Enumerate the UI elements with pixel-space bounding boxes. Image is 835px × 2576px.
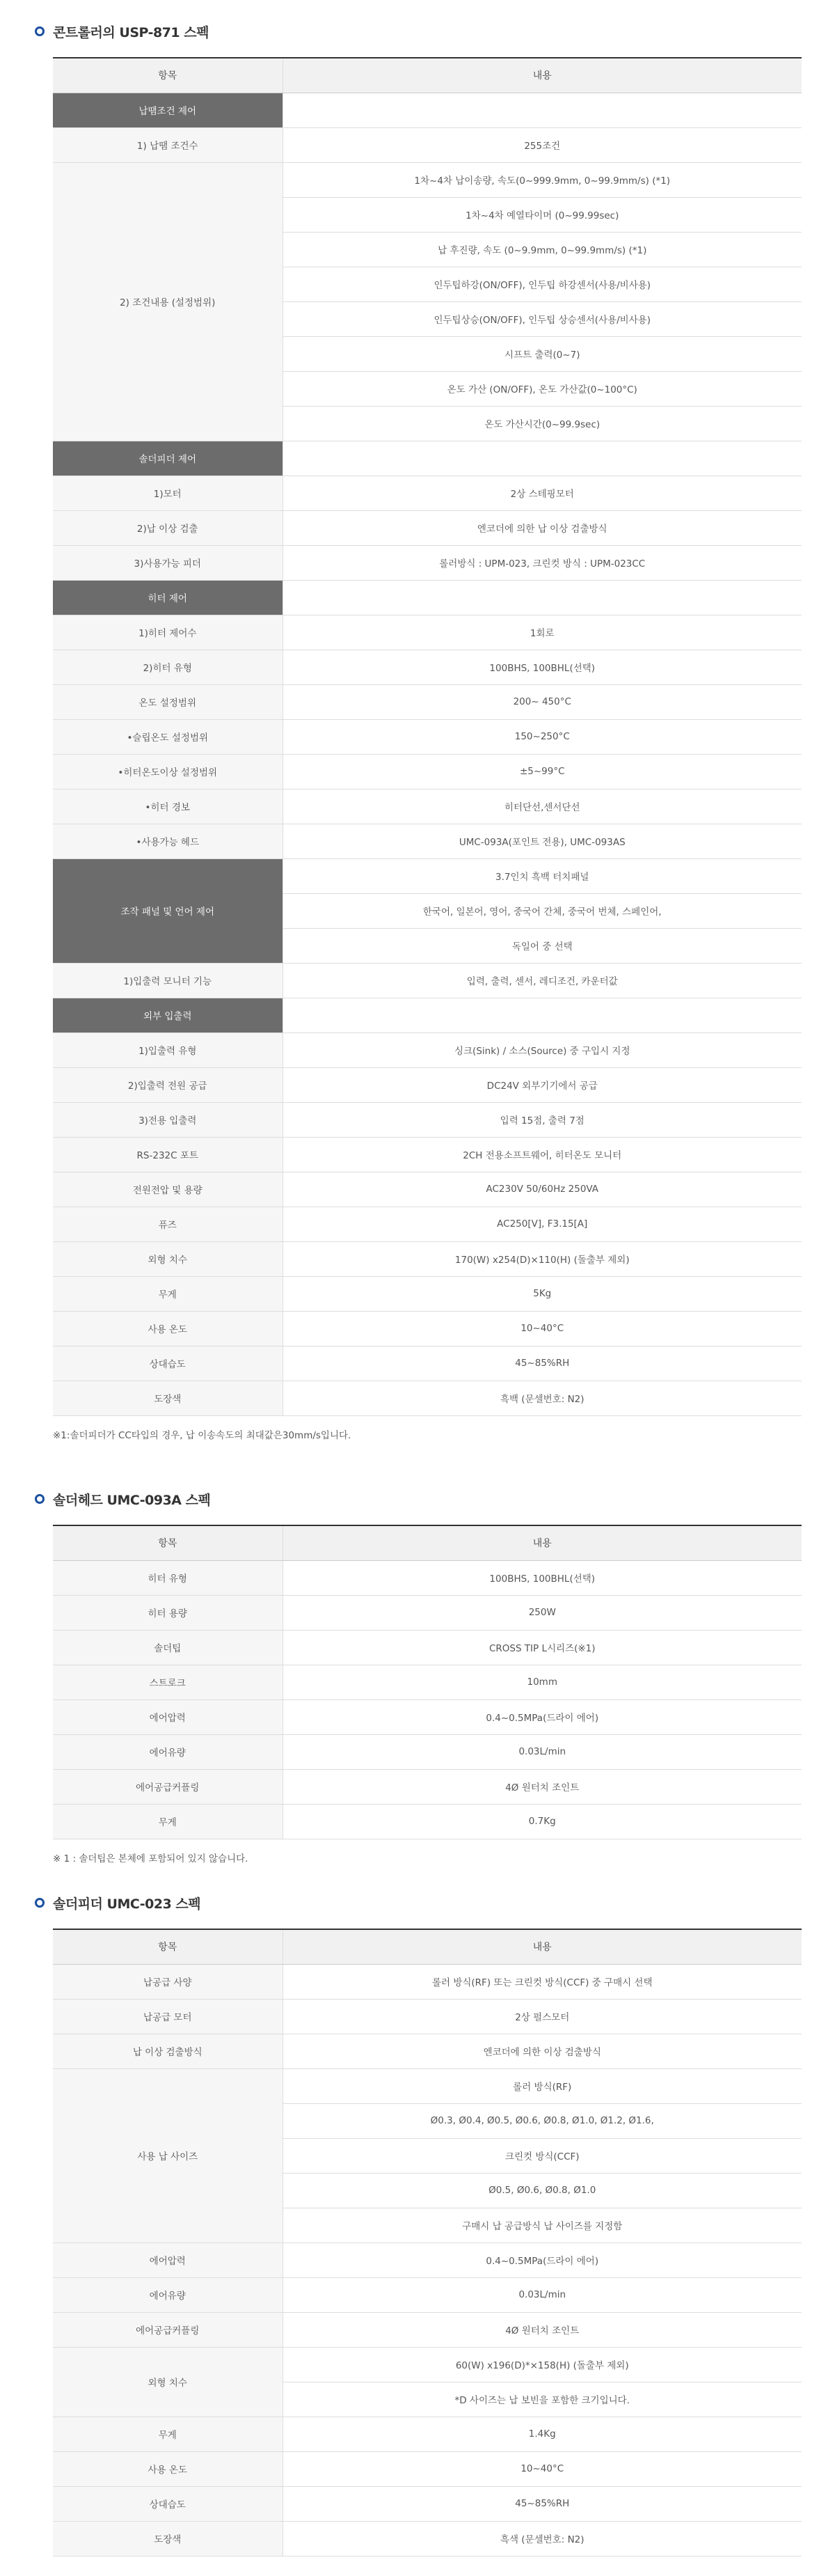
item-value: 4Ø 원터치 조인트 bbox=[283, 2312, 802, 2347]
table-row bbox=[53, 1102, 802, 1137]
table-row bbox=[53, 476, 802, 510]
item-label: 에어압력 bbox=[53, 2243, 283, 2277]
header-item: 항목 bbox=[53, 58, 283, 93]
item-value: 255조건 bbox=[283, 127, 802, 162]
item-value: DC24V 외부기기에서 공급 bbox=[283, 1067, 802, 1102]
item-value: 3.7인치 흑백 터치패널 bbox=[283, 858, 802, 893]
table-row bbox=[53, 162, 802, 197]
item-value: 입력 15점, 출력 7점 bbox=[283, 1102, 802, 1137]
table-row bbox=[53, 1665, 802, 1699]
item-value: 1회로 bbox=[283, 615, 802, 650]
table-row bbox=[53, 2034, 802, 2068]
table-row bbox=[53, 441, 802, 476]
table-row bbox=[53, 719, 802, 754]
item-value: *D 사이즈는 납 보빈을 포함한 크기입니다. bbox=[283, 2382, 802, 2417]
header-content: 내용 bbox=[283, 1525, 802, 1560]
item-label: 3)사용가능 피더 bbox=[53, 545, 283, 580]
item-value: 1.4Kg bbox=[283, 2417, 802, 2451]
item-value: 히터단선,센서단선 bbox=[283, 789, 802, 824]
item-value: 100BHS, 100BHL(선택) bbox=[283, 1560, 802, 1595]
item-value: 10~40°C bbox=[283, 2451, 802, 2486]
table-row bbox=[53, 1137, 802, 1172]
item-value: 롤러 방식(RF) bbox=[283, 2068, 802, 2103]
table-row bbox=[53, 2312, 802, 2347]
table-row bbox=[53, 1311, 802, 1346]
table-row bbox=[53, 1804, 802, 1839]
item-value: UMC-093A(포인트 전용), UMC-093AS bbox=[283, 824, 802, 858]
item-label: 온도 설정범위 bbox=[53, 684, 283, 719]
table-row bbox=[53, 1999, 802, 2034]
item-value: 독일어 중 선택 bbox=[283, 928, 802, 963]
item-label: 도장색 bbox=[53, 1381, 283, 1415]
table-row bbox=[53, 1630, 802, 1665]
item-label: 무게 bbox=[53, 1804, 283, 1839]
table-row bbox=[53, 2417, 802, 2451]
spec-section-umc023 bbox=[33, 1892, 802, 2557]
item-value: 크린컷 방식(CCF) bbox=[283, 2138, 802, 2173]
item-value bbox=[283, 998, 802, 1032]
item-value: 엔코더에 의한 이상 검출방식 bbox=[283, 2034, 802, 2068]
item-value: 흑색 (문셀번호: N2) bbox=[283, 2521, 802, 2556]
section-title bbox=[33, 21, 802, 42]
item-label: 상대습도 bbox=[53, 1346, 283, 1381]
table-row bbox=[53, 2277, 802, 2312]
section-title-text: 솔더헤드 UMC-093A 스펙 bbox=[53, 1492, 211, 1508]
item-value: 0.03L/min bbox=[283, 2277, 802, 2312]
circle-bullet-icon bbox=[35, 26, 45, 36]
table-header-row bbox=[53, 1929, 802, 1964]
item-label: 에어압력 bbox=[53, 1699, 283, 1734]
item-label: 1) 납땜 조건수 bbox=[53, 127, 283, 162]
item-label: 무게 bbox=[53, 2417, 283, 2451]
item-label: •히터온도이상 설정범위 bbox=[53, 754, 283, 789]
item-value: 45~85%RH bbox=[283, 2486, 802, 2521]
item-label: •히터 경보 bbox=[53, 789, 283, 824]
table-row bbox=[53, 1734, 802, 1769]
item-value: 0.4~0.5MPa(드라이 에어) bbox=[283, 1699, 802, 1734]
item-label: 1)입출력 모니터 기능 bbox=[53, 963, 283, 998]
spec-section-umc093a bbox=[33, 1489, 802, 1864]
section-title-text: 콘트롤러의 USP-871 스펙 bbox=[53, 24, 209, 40]
table-row bbox=[53, 858, 802, 893]
item-label: 히터 유형 bbox=[53, 1560, 283, 1595]
table-row bbox=[53, 1032, 802, 1067]
item-label: 2) 조건내용 (설정범위) bbox=[53, 162, 283, 441]
spec-table bbox=[53, 57, 802, 1416]
table-row bbox=[53, 684, 802, 719]
footnote: ※1:솔더피더가 CC타입의 경우, 납 이송속도의 최대값은30mm/s입니다. bbox=[53, 1429, 351, 1441]
item-value: 입력, 출력, 센서, 레디조건, 카운터값 bbox=[283, 963, 802, 998]
table-row bbox=[53, 2347, 802, 2382]
item-label: 2)납 이상 검출 bbox=[53, 510, 283, 545]
table-row bbox=[53, 2486, 802, 2521]
item-value: 인두팁하강(ON/OFF), 인두팁 하강센서(사용/비사용) bbox=[283, 267, 802, 301]
table-row bbox=[53, 510, 802, 545]
table-row bbox=[53, 1560, 802, 1595]
item-label: 도장색 bbox=[53, 2521, 283, 2556]
item-value: 싱크(Sink) / 소스(Source) 중 구입시 지정 bbox=[283, 1032, 802, 1067]
item-label: 전원전압 및 용량 bbox=[53, 1172, 283, 1207]
table-row bbox=[53, 650, 802, 684]
item-value: Ø0.3, Ø0.4, Ø0.5, Ø0.6, Ø0.8, Ø1.0, Ø1.2, Ø1.6, bbox=[283, 2103, 802, 2138]
table-row bbox=[53, 1172, 802, 1207]
table-row bbox=[53, 998, 802, 1032]
table-row bbox=[53, 1067, 802, 1102]
item-value: 150~250°C bbox=[283, 719, 802, 754]
item-label: 에어유량 bbox=[53, 2277, 283, 2312]
header-content: 내용 bbox=[283, 58, 802, 93]
table-row bbox=[53, 93, 802, 127]
item-value: 엔코더에 의한 납 이상 검출방식 bbox=[283, 510, 802, 545]
table-row bbox=[53, 127, 802, 162]
table-row bbox=[53, 545, 802, 580]
item-value bbox=[283, 580, 802, 615]
item-value: 인두팁상승(ON/OFF), 인두팁 상승센서(사용/비사용) bbox=[283, 301, 802, 336]
item-label: 납 이상 검출방식 bbox=[53, 2034, 283, 2068]
item-value: CROSS TIP L시리즈(※1) bbox=[283, 1630, 802, 1665]
table-header-row bbox=[53, 58, 802, 93]
table-row bbox=[53, 2521, 802, 2556]
item-value: AC230V 50/60Hz 250VA bbox=[283, 1172, 802, 1207]
item-label: 1)히터 제어수 bbox=[53, 615, 283, 650]
item-value bbox=[283, 441, 802, 476]
section-title bbox=[33, 1892, 802, 1913]
circle-bullet-icon bbox=[35, 1898, 45, 1908]
item-value: 5Kg bbox=[283, 1276, 802, 1311]
item-value: 온도 가산 (ON/OFF), 온도 가산값(0~100°C) bbox=[283, 371, 802, 406]
item-label: 에어유량 bbox=[53, 1734, 283, 1769]
item-value: 한국어, 일본어, 영어, 중국어 간체, 중국어 번체, 스페인어, bbox=[283, 893, 802, 928]
category-cell: 조작 패널 및 언어 제어 bbox=[53, 858, 283, 963]
item-value: ±5~99°C bbox=[283, 754, 802, 789]
item-value: 10mm bbox=[283, 1665, 802, 1699]
item-value: Ø0.5, Ø0.6, Ø0.8, Ø1.0 bbox=[283, 2173, 802, 2208]
item-value: 롤러방식 : UPM-023, 크린컷 방식 : UPM-023CC bbox=[283, 545, 802, 580]
item-value: 0.03L/min bbox=[283, 1734, 802, 1769]
item-label: 에어공급커플링 bbox=[53, 1769, 283, 1804]
item-label: 납공급 모터 bbox=[53, 1999, 283, 2034]
table-row bbox=[53, 2451, 802, 2486]
table-row bbox=[53, 2243, 802, 2277]
item-label: 에어공급커플링 bbox=[53, 2312, 283, 2347]
item-label: 퓨즈 bbox=[53, 1207, 283, 1241]
item-value: 0.7Kg bbox=[283, 1804, 802, 1839]
item-value: 구매시 납 공급방식 납 사이즈를 지정함 bbox=[283, 2208, 802, 2243]
item-value: 흑백 (문셀번호: N2) bbox=[283, 1381, 802, 1415]
item-label: 사용 온도 bbox=[53, 1311, 283, 1346]
item-value: 45~85%RH bbox=[283, 1346, 802, 1381]
spec-section-usp871 bbox=[33, 21, 802, 1441]
item-label: 히터 용량 bbox=[53, 1595, 283, 1630]
item-label: 상대습도 bbox=[53, 2486, 283, 2521]
section-title bbox=[33, 1489, 802, 1509]
table-row bbox=[53, 754, 802, 789]
item-label: RS-232C 포트 bbox=[53, 1137, 283, 1172]
item-label: 스트로크 bbox=[53, 1665, 283, 1699]
item-label: 무게 bbox=[53, 1276, 283, 1311]
item-value: 롤러 방식(RF) 또는 크린컷 방식(CCF) 중 구매시 선택 bbox=[283, 1964, 802, 1999]
item-value: 0.4~0.5MPa(드라이 에어) bbox=[283, 2243, 802, 2277]
item-label: 3)전용 입출력 bbox=[53, 1102, 283, 1137]
item-value: 4Ø 원터치 조인트 bbox=[283, 1769, 802, 1804]
item-value: 60(W) x196(D)*×158(H) (돌출부 제외) bbox=[283, 2347, 802, 2382]
item-value: AC250[V], F3.15[A] bbox=[283, 1207, 802, 1241]
table-row bbox=[53, 2068, 802, 2103]
spec-table bbox=[53, 1525, 802, 1839]
item-value: 10~40°C bbox=[283, 1311, 802, 1346]
item-value: 납 후진량, 속도 (0~9.9mm, 0~99.9mm/s) (*1) bbox=[283, 232, 802, 267]
item-label: 외형 치수 bbox=[53, 1241, 283, 1276]
item-value bbox=[283, 93, 802, 127]
item-value: 250W bbox=[283, 1595, 802, 1630]
header-item: 항목 bbox=[53, 1929, 283, 1964]
table-row bbox=[53, 1381, 802, 1415]
item-label: 사용 납 사이즈 bbox=[53, 2068, 283, 2243]
circle-bullet-icon bbox=[35, 1494, 45, 1504]
item-label: •사용가능 헤드 bbox=[53, 824, 283, 858]
spec-table bbox=[53, 1929, 802, 2557]
table-row bbox=[53, 963, 802, 998]
table-row bbox=[53, 1276, 802, 1311]
item-value: 1차~4차 예열타이머 (0~99.99sec) bbox=[283, 197, 802, 232]
item-label: 1)모터 bbox=[53, 476, 283, 510]
table-row bbox=[53, 824, 802, 858]
table-row bbox=[53, 615, 802, 650]
item-label: 외형 치수 bbox=[53, 2347, 283, 2417]
header-item: 항목 bbox=[53, 1525, 283, 1560]
item-label: •슬립온도 설정범위 bbox=[53, 719, 283, 754]
item-value: 시프트 출력(0~7) bbox=[283, 336, 802, 371]
item-value: 온도 가산시간(0~99.9sec) bbox=[283, 406, 802, 441]
table-header-row bbox=[53, 1525, 802, 1560]
category-cell: 솔더피더 제어 bbox=[53, 441, 283, 476]
item-label: 사용 온도 bbox=[53, 2451, 283, 2486]
item-label: 솔더팁 bbox=[53, 1630, 283, 1665]
item-value: 100BHS, 100BHL(선택) bbox=[283, 650, 802, 684]
item-value: 200~ 450°C bbox=[283, 684, 802, 719]
table-row bbox=[53, 1769, 802, 1804]
item-value: 2CH 전용소프트웨어, 히터온도 모니터 bbox=[283, 1137, 802, 1172]
table-row bbox=[53, 1346, 802, 1381]
item-value: 2상 스테핑모터 bbox=[283, 476, 802, 510]
item-label: 2)입출력 전원 공급 bbox=[53, 1067, 283, 1102]
table-row bbox=[53, 1699, 802, 1734]
category-cell: 히터 제어 bbox=[53, 580, 283, 615]
category-cell: 납땜조건 제어 bbox=[53, 93, 283, 127]
table-row bbox=[53, 580, 802, 615]
category-cell: 외부 입출력 bbox=[53, 998, 283, 1032]
header-content: 내용 bbox=[283, 1929, 802, 1964]
table-row bbox=[53, 1207, 802, 1241]
section-title-text: 솔더피더 UMC-023 스펙 bbox=[53, 1896, 201, 1912]
table-row bbox=[53, 1595, 802, 1630]
item-value: 2상 펄스모터 bbox=[283, 1999, 802, 2034]
table-row bbox=[53, 789, 802, 824]
item-label: 2)히터 유형 bbox=[53, 650, 283, 684]
item-label: 납공급 사양 bbox=[53, 1964, 283, 1999]
item-label: 1)입출력 유형 bbox=[53, 1032, 283, 1067]
table-row bbox=[53, 1241, 802, 1276]
item-value: 170(W) x254(D)×110(H) (돌출부 제외) bbox=[283, 1241, 802, 1276]
table-row bbox=[53, 1964, 802, 1999]
item-value: 1차~4차 납이송량, 속도(0~999.9mm, 0~99.9mm/s) (*1) bbox=[283, 162, 802, 197]
footnote: ※ 1 : 솔더팁은 본체에 포함되어 있지 않습니다. bbox=[53, 1853, 248, 1864]
